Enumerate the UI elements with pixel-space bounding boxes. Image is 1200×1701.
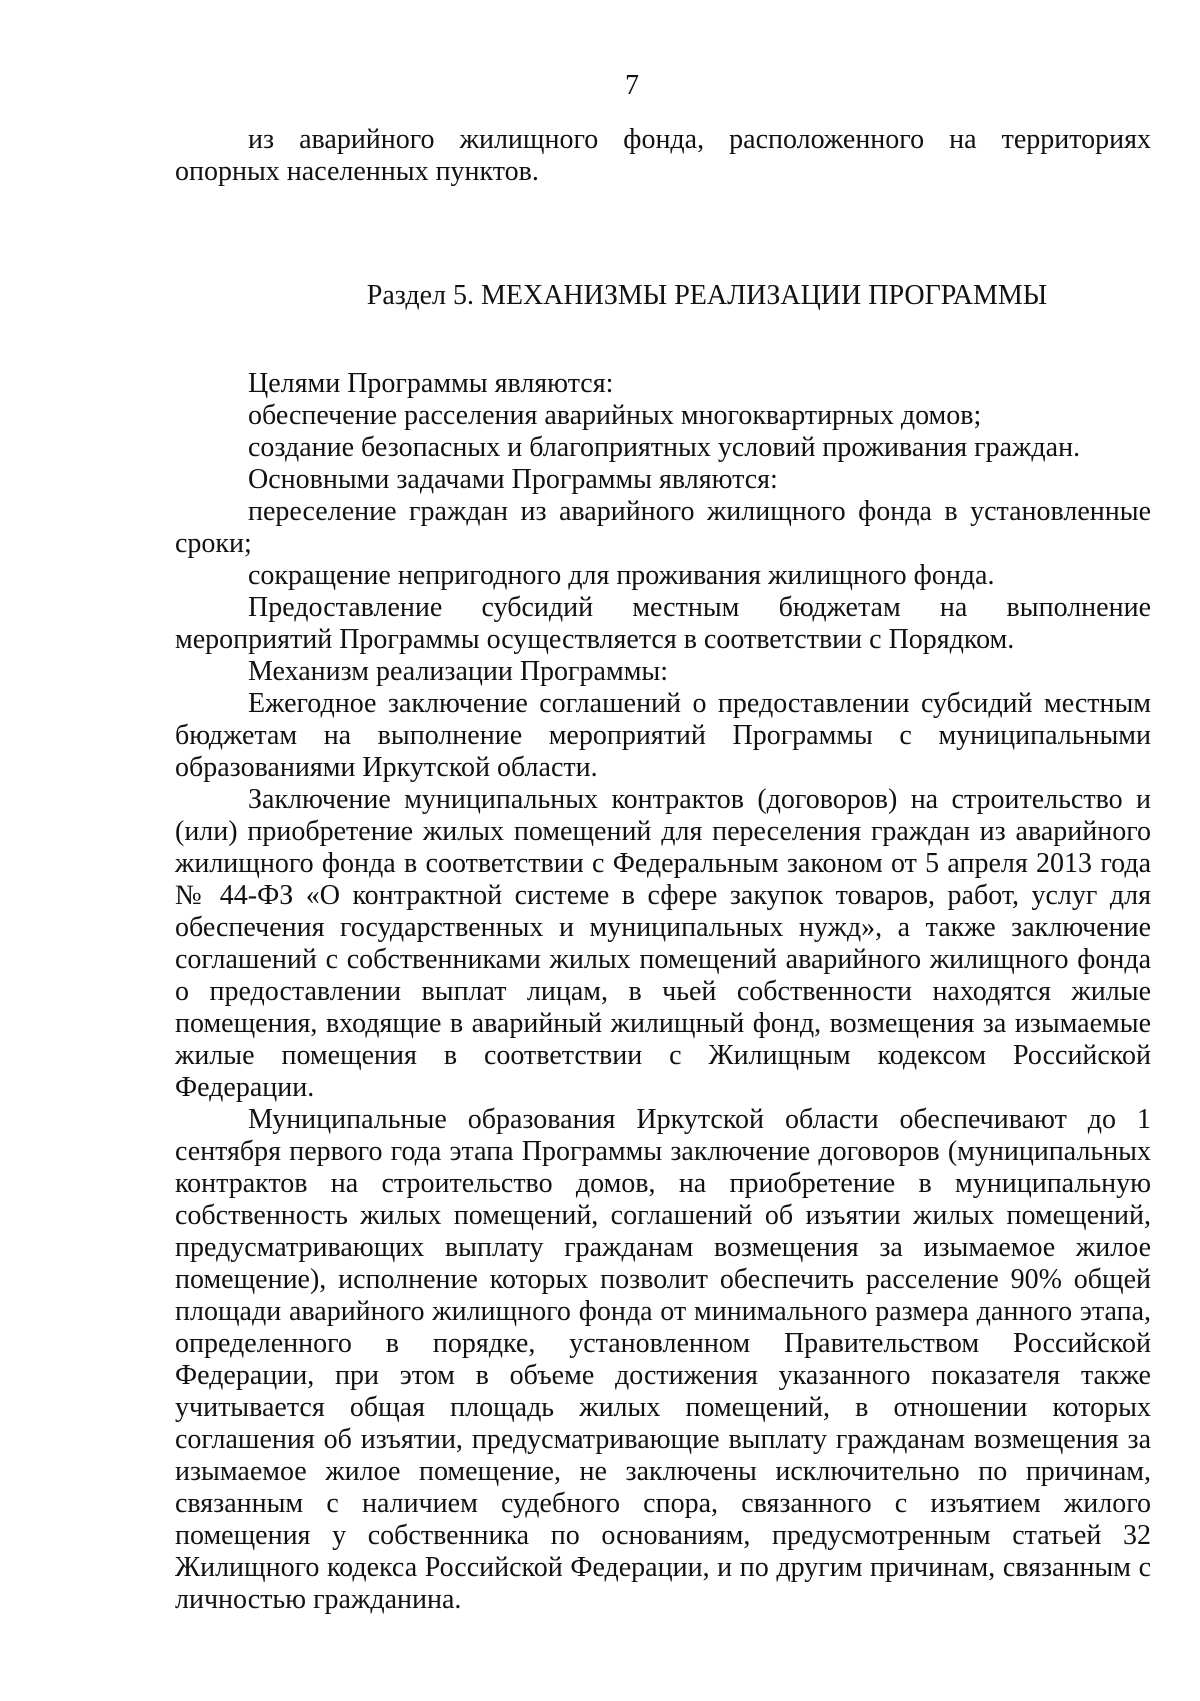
paragraph: Механизм реализации Программы: [248, 656, 668, 687]
paragraph: обеспечение расселения аварийных многоквартирных домов; [248, 400, 982, 431]
page-number: 7 [625, 70, 639, 101]
section-heading: Раздел 5. МЕХАНИЗМЫ РЕАЛИЗАЦИИ ПРОГРАММЫ [366, 280, 1048, 311]
paragraph: Целями Программы являются: [248, 368, 614, 399]
paragraph-continuation: из аварийного жилищного фонда, расположенного на территориях опорных населенных пунктов. [175, 124, 1151, 187]
paragraph: Муниципальные образования Иркутской области обеспечивают до 1 сентября первого года этапа Программы заключение договоров (муниципальных контрактов на строительство домов, на приобретение в муниципальную собственность жилых помещений, соглашений об изъятии жилых помещений, предусматривающих выплату гражданам возмещения за изымаемое жилое помещение), исполнение которых позволит обеспечить расселение 90% общей площади аварийного жилищного фонда от минимального размера данного этапа, определенного в порядке, установленном Правительством Российской Федерации, при этом в объеме достижения указанного показателя также учитывается общая площадь жилых помещений, в отношении которых соглашения об изъятии, предусматривающие выплату гражданам возмещения за изымаемое жилое помещение, не заключены исключительно по причинам, связанным с наличием судебного спора, связанного с изъятием жилого помещения у собственника по основаниям, предусмотренным статьей 32 Жилищного кодекса Российской Федерации, и по другим причинам, связанным с личностью гражданина. [175, 1104, 1151, 1615]
paragraph: сокращение непригодного для проживания жилищного фонда. [248, 560, 995, 591]
paragraph: Основными задачами Программы являются: [248, 464, 778, 495]
document-body [175, 124, 1151, 1616]
paragraph: Заключение муниципальных контрактов (договоров) на строительство и (или) приобретение жилых помещений для переселения граждан из аварийного жилищного фонда в соответствии с Федеральным законом от 5 апреля 2013 года № 44-ФЗ «О контрактной системе в сфере закупок товаров, работ, услуг для обеспечения государственных и муниципальных нужд», а также заключение соглашений с собственниками жилых помещений аварийного жилищного фонда о предоставлении выплат лицам, в чьей собственности находятся жилые помещения, входящие в аварийный жилищный фонд, возмещения за изымаемые жилые помещения в соответствии с Жилищным кодексом Российской Федерации. [175, 784, 1151, 1103]
paragraph: Ежегодное заключение соглашений о предоставлении субсидий местным бюджетам на выполнение мероприятий Программы с муниципальными образованиями Иркутской области. [175, 688, 1151, 783]
paragraph: Предоставление субсидий местным бюджетам на выполнение мероприятий Программы осуществляется в соответствии с Порядком. [175, 592, 1151, 655]
paragraph: создание безопасных и благоприятных условий проживания граждан. [248, 432, 1081, 463]
paragraph: переселение граждан из аварийного жилищного фонда в установленные сроки; [175, 496, 1151, 559]
